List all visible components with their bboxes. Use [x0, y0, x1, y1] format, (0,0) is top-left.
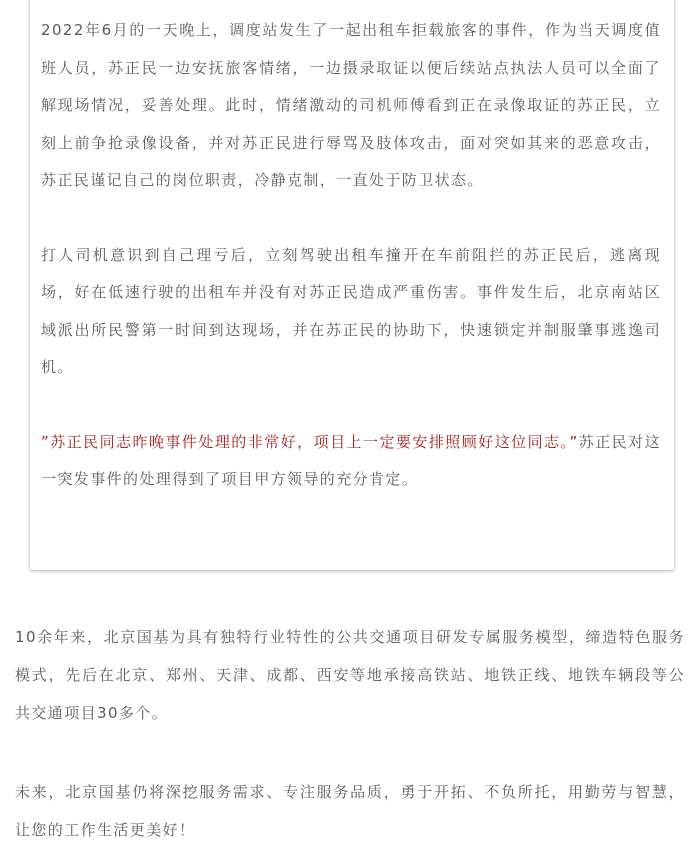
body-section-1 — [15, 618, 685, 732]
quote-rest-text: 苏正民对这一突发事件的处理得到了项目甲方领导的充分肯定。 — [41, 432, 661, 488]
card-content — [41, 12, 661, 499]
card-paragraph: 打人司机意识到自己理亏后，立刻驾驶出租车撞开在车前阻拦的苏正民后，逃离现场，好在低速行驶的出租车并没有对苏正民造成严重伤害。事件发生后，北京南站区域派出所民警第一时间到达现场，并在苏正民的协助下，快速锁定并制服肇事逃逸司机。 — [41, 245, 661, 376]
body-section-2 — [15, 773, 685, 849]
body-paragraph: 10余年来，北京国基为具有独特行业特性的公共交通项目研发专属服务模型，缔造特色服务模式，先后在北京、郑州、天津、成都、西安等地承接高铁站、地铁正线、地铁车辆段等公共交通项目30多个。 — [15, 628, 685, 722]
quote-paragraph — [41, 424, 661, 499]
quote-red-text: ”苏正民同志昨晚事件处理的非常好，项目上一定要安排照顾好这位同志。” — [41, 432, 579, 451]
article-card — [30, 0, 674, 570]
body-paragraph: 未来，北京国基仍将深挖服务需求、专注服务品质，勇于开拓、不负所托，用勤劳与智慧，让您的工作生活更美好！ — [15, 783, 685, 839]
card-paragraph: 2022年6月的一天晚上，调度站发生了一起出租车拒载旅客的事件，作为当天调度值班人员，苏正民一边安抚旅客情绪，一边摄录取证以便后续站点执法人员可以全面了解现场情况，妥善处理。此时，情绪激动的司机师傅看到正在录像取证的苏正民，立刻上前争抢录像设备，并对苏正民进行辱骂及肢体攻击，面对突如其来的恶意攻击，苏正民谨记自己的岗位职责，冷静克制，一直处于防卫状态。 — [41, 21, 661, 189]
